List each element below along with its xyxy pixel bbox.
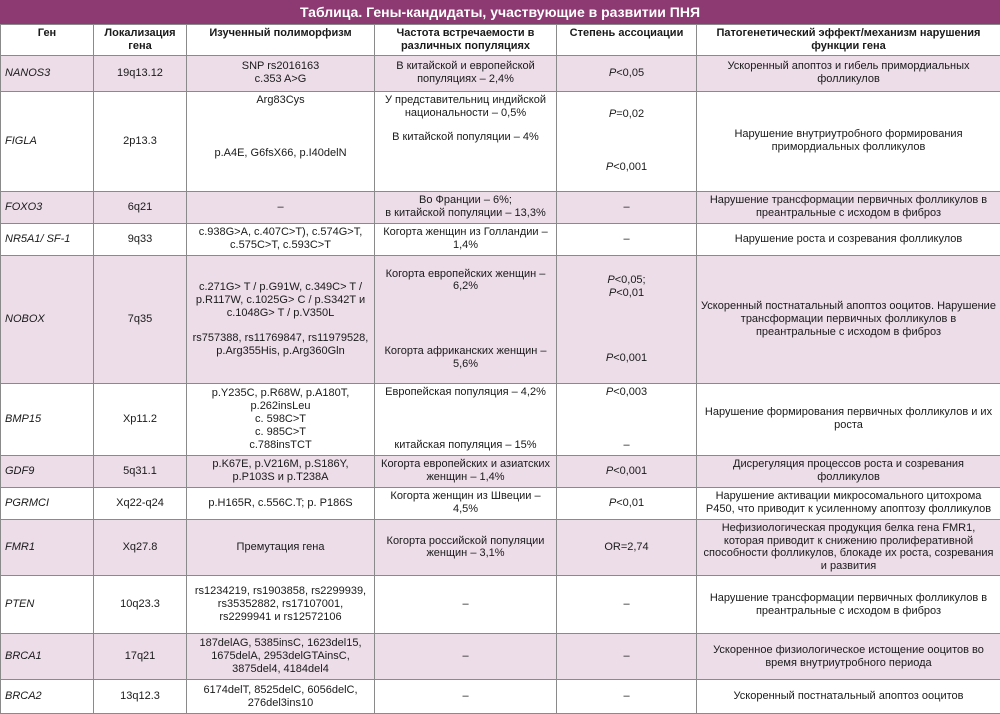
association-line: –: [561, 439, 692, 452]
gene-locus: Xq22-q24: [94, 487, 187, 519]
gene-mechanism: Нарушение активации микросомального цитохрома Р450, что приводит к усиленному апоптозу фолликулов: [697, 487, 1000, 519]
gene-name: FMR1: [1, 519, 94, 575]
polymorphism-line: c.271G> T / p.G91W, c.349C> T / p.R117W, c.1025G> C / p.S342T и c.1048G> T / p.V350L: [191, 281, 370, 320]
gene-mechanism: Нарушение трансформации первичных фолликулов в преантральные с исходом в фиброз: [697, 576, 1000, 634]
gene-polymorphism: [187, 55, 375, 91]
gene-name: FIGLA: [1, 91, 94, 191]
table-row: [1, 255, 1000, 383]
p-value: <0,05: [616, 67, 644, 79]
frequency-line: Когорта европейских женщин – 6,2%: [379, 268, 552, 294]
frequency-line: в китайской популяции – 13,3%: [379, 207, 552, 220]
header-locus: Локализация гена: [94, 25, 187, 56]
gene-name: NANOS3: [1, 55, 94, 91]
association-line: [561, 161, 692, 174]
polymorphism-line: Arg83Cys: [191, 94, 370, 107]
gene-locus: 10q23.3: [94, 576, 187, 634]
gene-frequency: [375, 191, 557, 223]
gene-frequency: –: [375, 634, 557, 680]
gene-locus: 5q31.1: [94, 455, 187, 487]
gene-name: NR5A1/ SF-1: [1, 223, 94, 255]
p-value: <0,001: [613, 161, 647, 173]
gene-mechanism: Нарушение трансформации первичных фолликулов в преантральные с исходом в фиброз: [697, 191, 1000, 223]
gene-locus: Xp11.2: [94, 383, 187, 455]
header-frequency: Частота встречаемости в различных популяциях: [375, 25, 557, 56]
gene-polymorphism: 187delAG, 5385insC, 1623del15, 1675delA, 2953delGTAinsC, 3875del4, 4184del4: [187, 634, 375, 680]
p-symbol: P: [609, 287, 616, 299]
gene-frequency: Когорта российской популяции женщин – 3,1%: [375, 519, 557, 575]
gene-association: –: [557, 191, 697, 223]
polymorphism-line: c.938G>A, c.407C>T), c.574G>T,: [191, 226, 370, 239]
gene-polymorphism: p.K67E, p.V216M, p.S186Y, p.P103S и p.T238A: [187, 455, 375, 487]
table-row: [1, 519, 1000, 575]
polymorphism-line: c. 985C>T: [191, 426, 370, 439]
p-value: <0,001: [613, 465, 647, 477]
association-line: [561, 108, 692, 121]
frequency-line: У представительниц индийской национальности – 0,5%: [379, 94, 552, 120]
gene-frequency: –: [375, 680, 557, 714]
header-mechanism: Патогенетический эффект/механизм нарушения функции гена: [697, 25, 1000, 56]
gene-locus: 17q21: [94, 634, 187, 680]
table-row: [1, 680, 1000, 714]
gene-frequency: –: [375, 576, 557, 634]
gene-name: PTEN: [1, 576, 94, 634]
p-symbol: P: [609, 67, 616, 79]
polymorphism-line: c.353 A>G: [191, 73, 370, 86]
gene-association: –: [557, 223, 697, 255]
gene-association: OR=2,74: [557, 519, 697, 575]
gene-association: [557, 255, 697, 383]
gene-polymorphism: [187, 223, 375, 255]
polymorphism-line: SNP rs2016163: [191, 60, 370, 73]
table-row: [1, 634, 1000, 680]
p-value: <0,001: [613, 352, 647, 364]
frequency-line: Европейская популяция – 4,2%: [379, 386, 552, 399]
table-row: [1, 55, 1000, 91]
gene-polymorphism: [187, 91, 375, 191]
gene-association: –: [557, 634, 697, 680]
polymorphism-line: c. 598C>T: [191, 413, 370, 426]
gene-association: [557, 383, 697, 455]
gene-frequency: [375, 91, 557, 191]
gene-mechanism: Ускоренный постнатальный апоптоз ооцитов: [697, 680, 1000, 714]
p-value: <0,01: [616, 287, 644, 299]
gene-association: –: [557, 680, 697, 714]
association-line: [561, 274, 692, 287]
p-symbol: P: [606, 465, 613, 477]
gene-mechanism: Ускоренный постнатальный апоптоз ооцитов. Нарушение трансформации первичных фолликулов в преантральные с исходом в фиброз: [697, 255, 1000, 383]
gene-mechanism: Нефизиологическая продукция белка гена FMR1, которая приводит к снижению пролиферативной способности фолликулов, блокаде их роста, созревания и развития: [697, 519, 1000, 575]
p-symbol: P: [609, 108, 616, 120]
polymorphism-line: p.A4E, G6fsX66, p.I40delN: [191, 147, 370, 160]
gene-mechanism: Дисрегуляция процессов роста и созревания фолликулов: [697, 455, 1000, 487]
gene-mechanism: Нарушение формирования первичных фолликулов и их роста: [697, 383, 1000, 455]
header-association: Степень ассоциации: [557, 25, 697, 56]
gene-locus: 7q35: [94, 255, 187, 383]
header-polymorphism: Изученный полиморфизм: [187, 25, 375, 56]
gene-frequency: [375, 255, 557, 383]
table-row: [1, 223, 1000, 255]
association-line: [561, 287, 692, 300]
polymorphism-line: c.788insTCT: [191, 439, 370, 452]
gene-mechanism: Нарушение роста и созревания фолликулов: [697, 223, 1000, 255]
gene-locus: 9q33: [94, 223, 187, 255]
genes-table: [0, 24, 1000, 714]
gene-association: [557, 55, 697, 91]
polymorphism-line: p.Y235C, p.R68W, p.A180T,: [191, 387, 370, 400]
frequency-line: китайская популяция – 15%: [379, 439, 552, 452]
gene-polymorphism: p.H165R, c.556C.T; p. P186S: [187, 487, 375, 519]
frequency-line: Когорта африканских женщин – 5,6%: [379, 345, 552, 371]
frequency-line: Во Франции – 6%;: [379, 194, 552, 207]
gene-polymorphism: [187, 383, 375, 455]
association-line: [561, 386, 692, 399]
frequency-line: В китайской популяции – 4%: [379, 131, 552, 144]
gene-locus: 19q13.12: [94, 55, 187, 91]
gene-polymorphism: [187, 255, 375, 383]
p-symbol: P: [607, 274, 614, 286]
polymorphism-line: rs757388, rs11769847, rs11979528, p.Arg355His, p.Arg360Gln: [191, 332, 370, 358]
gene-polymorphism: –: [187, 191, 375, 223]
gene-frequency: В китайской и европейской популяциях – 2,4%: [375, 55, 557, 91]
table-row: [1, 455, 1000, 487]
header-gene: Ген: [1, 25, 94, 56]
gene-name: BRCA2: [1, 680, 94, 714]
gene-frequency: [375, 383, 557, 455]
gene-frequency: Когорта женщин из Швеции – 4,5%: [375, 487, 557, 519]
gene-frequency: Когорта женщин из Голландии – 1,4%: [375, 223, 557, 255]
gene-locus: Xq27.8: [94, 519, 187, 575]
gene-mechanism: Нарушение внутриутробного формирования примордиальных фолликулов: [697, 91, 1000, 191]
gene-association: [557, 487, 697, 519]
table-row: [1, 487, 1000, 519]
p-symbol: P: [606, 386, 613, 398]
gene-association: [557, 455, 697, 487]
gene-name: PGRMCI: [1, 487, 94, 519]
polymorphism-line: c.575C>T, c.593C>T: [191, 239, 370, 252]
p-value: =0,02: [616, 108, 644, 120]
gene-association: –: [557, 576, 697, 634]
gene-name: FOXO3: [1, 191, 94, 223]
table-title: Таблица. Гены-кандидаты, участвующие в развитии ПНЯ: [0, 0, 1000, 24]
table-row: [1, 191, 1000, 223]
gene-locus: 2p13.3: [94, 91, 187, 191]
p-value: <0,003: [613, 386, 647, 398]
gene-frequency: Когорта европейских и азиатских женщин – 1,4%: [375, 455, 557, 487]
gene-locus: 6q21: [94, 191, 187, 223]
header-row: [1, 25, 1000, 56]
p-value: <0,01: [616, 497, 644, 509]
polymorphism-line: p.262insLeu: [191, 400, 370, 413]
gene-name: BRCA1: [1, 634, 94, 680]
gene-polymorphism: rs1234219, rs1903858, rs2299939, rs35352882, rs17107001, rs2299941 и rs12572106: [187, 576, 375, 634]
p-symbol: P: [606, 352, 613, 364]
p-symbol: P: [606, 161, 613, 173]
p-value: <0,05;: [615, 274, 646, 286]
gene-mechanism: Ускоренный апоптоз и гибель примордиальных фолликулов: [697, 55, 1000, 91]
table-row: [1, 383, 1000, 455]
gene-name: GDF9: [1, 455, 94, 487]
p-symbol: P: [609, 497, 616, 509]
gene-name: NOBOX: [1, 255, 94, 383]
gene-name: BMP15: [1, 383, 94, 455]
table-row: [1, 91, 1000, 191]
gene-locus: 13q12.3: [94, 680, 187, 714]
gene-polymorphism: Премутация гена: [187, 519, 375, 575]
gene-association: [557, 91, 697, 191]
gene-polymorphism: 6174delT, 8525delC, 6056delC, 276del3ins10: [187, 680, 375, 714]
table-row: [1, 576, 1000, 634]
association-line: [561, 352, 692, 365]
gene-mechanism: Ускоренное физиологическое истощение ооцитов во время внутриутробного периода: [697, 634, 1000, 680]
